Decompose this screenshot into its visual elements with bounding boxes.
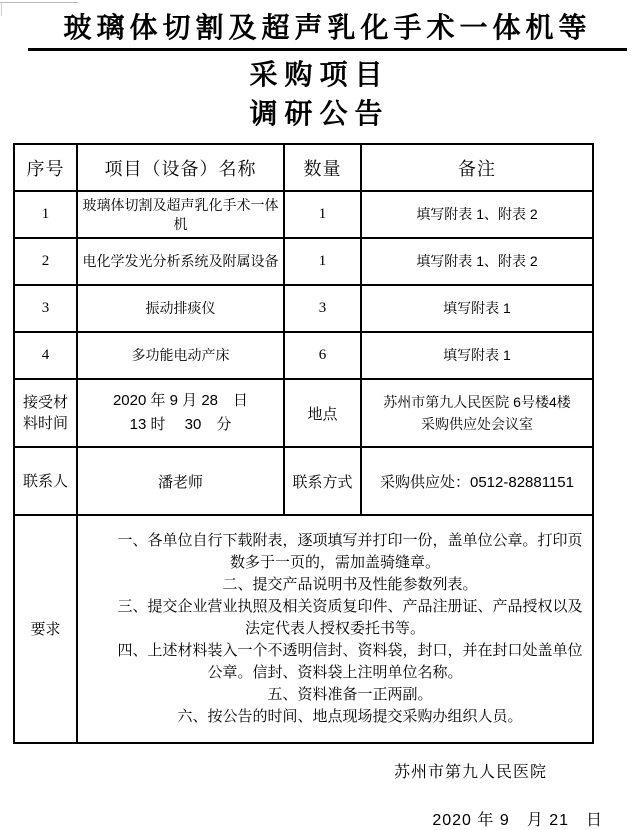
- requirements-row: [14, 515, 593, 743]
- cell-qty: 3: [284, 285, 361, 332]
- contact-method-label: 联系方式: [284, 447, 361, 515]
- cell-qty: 1: [284, 191, 361, 238]
- cell-no: 3: [14, 285, 77, 332]
- table-row: [14, 332, 593, 379]
- place-label: 地点: [284, 379, 361, 447]
- column-header-qty: 数量: [284, 144, 361, 191]
- cell-no: 4: [14, 332, 77, 379]
- cell-remark: 填写附表 1: [361, 332, 593, 379]
- table-header-row: [14, 144, 593, 191]
- material-time-label: 接受材料时间: [14, 379, 77, 447]
- requirement-item: 二、提交产品说明书及性能参数列表。: [222, 576, 478, 593]
- requirements-label: 要求: [14, 515, 77, 743]
- place-value: [361, 379, 593, 447]
- footer-date: 2020 年 9 月 21 日: [432, 812, 603, 829]
- contact-name: 潘老师: [77, 447, 284, 515]
- material-time-row: [14, 379, 593, 447]
- cell-qty: 1: [284, 238, 361, 285]
- footer-organization: 苏州市第九人民医院: [393, 764, 547, 781]
- document-title-line3: 调研公告: [249, 99, 390, 130]
- requirement-item: 四、上述材料装入一个不透明信封、资料袋，封口，并在封口处盖单位公章。信封、资料袋上注明单位名称。: [117, 642, 583, 681]
- cell-equipment-name: 多功能电动产床: [77, 332, 284, 379]
- cell-remark: 填写附表 1、附表 2: [361, 191, 593, 238]
- place-line1: 苏州市第九人民医院 6号楼4楼: [383, 394, 571, 410]
- column-header-remark: 备注: [361, 144, 593, 191]
- column-header-no: 序号: [14, 144, 77, 191]
- table-row: [14, 238, 593, 285]
- requirement-item: 五、资料准备一正两副。: [267, 686, 433, 703]
- cell-remark: 填写附表 1: [361, 285, 593, 332]
- procurement-table: [13, 143, 594, 744]
- cell-qty: 6: [284, 332, 361, 379]
- contact-method-value: 采购供应处：0512-82881151: [361, 447, 593, 515]
- table-row: [14, 191, 593, 238]
- material-time-date: 2020 年 9 月 28 日: [112, 392, 249, 409]
- contact-label: 联系人: [14, 447, 77, 515]
- requirement-item: 三、提交企业营业执照及相关资质复印件、产品注册证、产品授权以及法定代表人授权委托书等。: [117, 598, 583, 637]
- cell-equipment-name: 玻璃体切割及超声乳化手术一体机: [77, 191, 284, 238]
- material-time-value: [77, 379, 284, 447]
- requirement-item: 六、按公告的时间、地点现场提交采购办组织人员。: [177, 708, 523, 725]
- cell-no: 2: [14, 238, 77, 285]
- scan-artifact-left: [1, 2, 2, 16]
- requirement-item: 一、各单位自行下载附表，逐项填写并打印一份，盖单位公章。打印页数多于一页的，需加盖骑缝章。: [117, 532, 583, 571]
- requirements-content: [77, 515, 593, 743]
- cell-equipment-name: 电化学发光分析系统及附属设备: [77, 238, 284, 285]
- contact-row: [14, 447, 593, 515]
- material-time-clock: 13 时 30 分: [129, 416, 232, 433]
- column-header-name: 项目（设备）名称: [77, 144, 284, 191]
- document-title-line2: 采购项目: [249, 60, 390, 91]
- cell-equipment-name: 振动排痰仪: [77, 285, 284, 332]
- scan-artifact-top: [0, 2, 78, 3]
- place-line2: 采购供应处会议室: [421, 416, 533, 432]
- cell-no: 1: [14, 191, 77, 238]
- table-row: [14, 285, 593, 332]
- cell-remark: 填写附表 1、附表 2: [361, 238, 593, 285]
- document-title-line1: 玻璃体切割及超声乳化手术一体机等: [28, 0, 627, 51]
